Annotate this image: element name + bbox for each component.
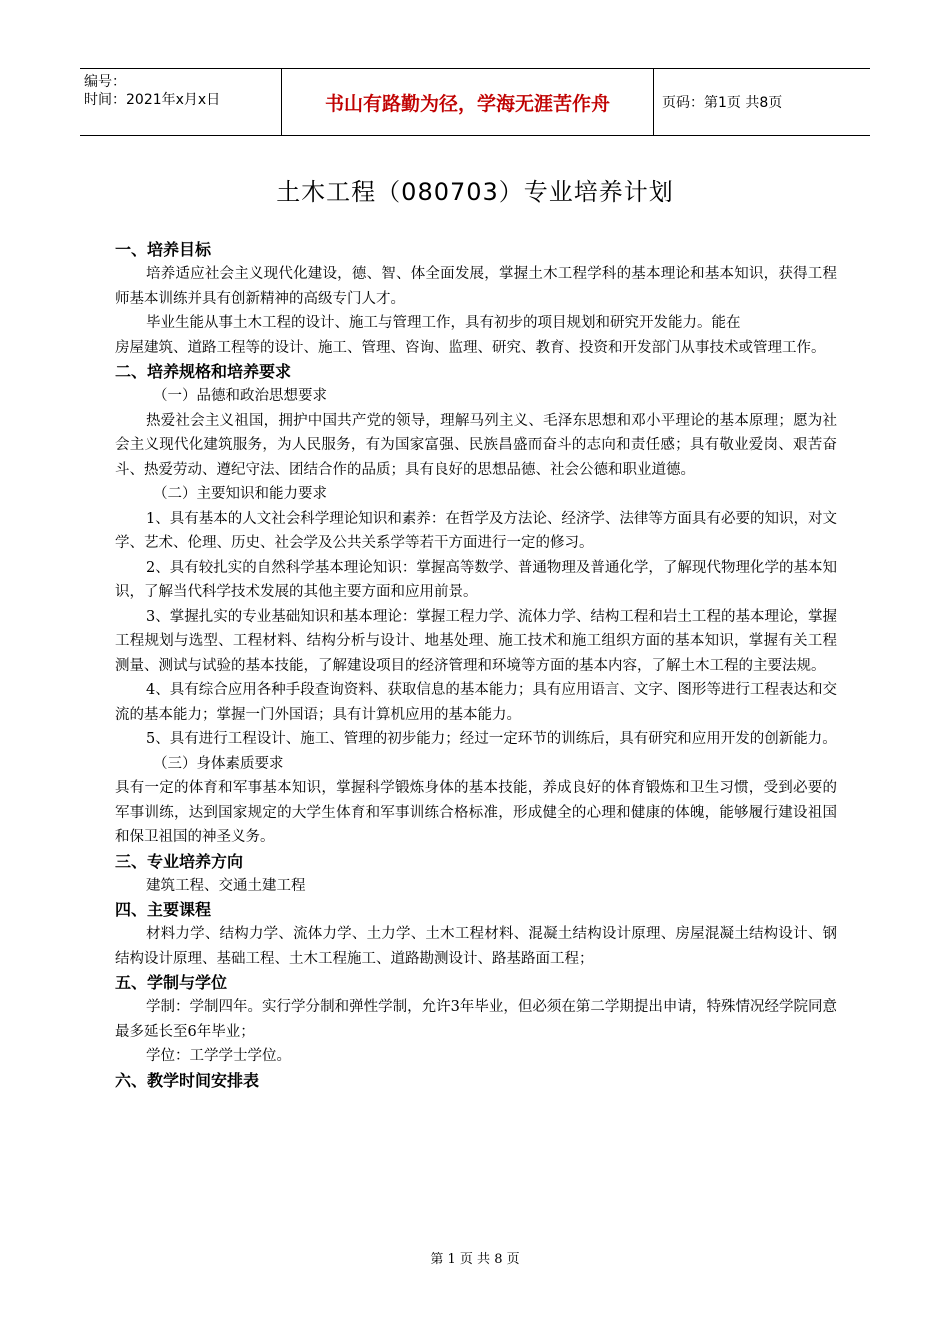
paragraph: 毕业生能从事土木工程的设计、施工与管理工作，具有初步的项目规划和研究开发能力。能在 [146,315,741,331]
paragraph: 4、具有综合应用各种手段查询资料、获取信息的基本能力；具有应用语言、文字、图形等进行工程表达和交流的基本能力；掌握一门外国语；具有计算机应用的基本能力。 [115,682,837,723]
header-meta [80,69,282,135]
section-heading: 六、教学时间安排表 [115,1070,260,1090]
paragraph: 3、掌握扎实的专业基础知识和基本理论：掌握工程力学、流体力学、结构工程和岩土工程的基本理论，掌握工程规划与选型、工程材料、结构分析与设计、地基处理、施工技术和施工组织方面的基本知识，掌握有关工程测量、测试与试验的基本技能，了解建设项目的经济管理和环境等方面的基本内容，了解土木工程的主要法规。 [115,608,837,674]
paragraph: 1、具有基本的人文社会科学理论知识和素养：在哲学及方法论、经济学、法律等方面具有必要的知识，对文学、艺术、伦理、历史、社会学及公共关系学等若干方面进行一定的修习。 [115,510,837,551]
paragraph: 培养适应社会主义现代化建设，德、智、体全面发展，掌握土木工程学科的基本理论和基本知识，获得工程师基本训练并具有创新精神的高级专门人才。 [115,266,837,307]
paragraph: 建筑工程、交通土建工程 [146,877,306,894]
document-title: 土木工程（080703）专业培养计划 [276,178,674,206]
paragraph: 热爱社会主义祖国，拥护中国共产党的领导，理解马列主义、毛泽东思想和邓小平理论的基本原理；愿为社会主义现代化建筑服务，为人民服务，有为国家富强、民族昌盛而奋斗的志向和责任感；具有敬业爱岗、艰苦奋斗、热爱劳动、遵纪守法、团结合作的品质；具有良好的思想品德、社会公德和职业道德。 [115,412,837,478]
subsection-heading: （一）品德和政治思想要求 [153,388,327,404]
section-heading: 五、学制与学位 [115,973,228,992]
paragraph: 房屋建筑、道路工程等的设计、施工、管理、咨询、监理、研究、教育、投资和开发部门从事技术或管理工作。 [115,339,826,356]
page-footer: 第 1 页 共 8 页 [430,1252,520,1267]
paragraph: 学位：工学学士学位。 [146,1048,291,1064]
paragraph: 学制：学制四年。实行学分制和弹性学制，允许3年毕业，但必须在第二学期提出申请，特殊情况经学院同意最多延长至6年毕业； [115,999,837,1040]
section-heading: 二、培养规格和培养要求 [115,362,292,381]
header-page-info: 页码：第1页 共8页 [662,95,783,111]
paragraph: 2、具有较扎实的自然科学基本理论知识：掌握高等数学、普通物理及普通化学，了解现代物理化学的基本知识，了解当代科学技术发展的其他主要方面和应用前景。 [115,559,837,600]
subsection-heading: （三）身体素质要求 [153,755,284,772]
document-body [115,238,837,1093]
paragraph: 5、具有进行工程设计、施工、管理的初步能力；经过一定环节的训练后，具有研究和应用开发的创新能力。 [146,731,837,747]
section-heading: 三、专业培养方向 [115,851,244,871]
paragraph: 材料力学、结构力学、流体力学、土力学、土木工程材料、混凝土结构设计原理、房屋混凝土结构设计、钢结构设计原理、基础工程、土木工程施工、道路勘测设计、路基路面工程； [115,926,837,967]
number-label: 编号： [84,74,126,90]
date-label: 时间：2021年x月x日 [84,92,221,108]
page-header [80,68,870,136]
section-heading: 一、培养目标 [115,240,212,259]
subsection-heading: （二）主要知识和能力要求 [153,486,327,502]
section-heading: 四、主要课程 [115,900,212,919]
paragraph: 具有一定的体育和军事基本知识，掌握科学锻炼身体的基本技能，养成良好的体育锻炼和卫生习惯，受到必要的军事训练，达到国家规定的大学生体育和军事训练合格标准，形成健全的心理和健康的体魄，能够履行建设祖国和保卫祖国的神圣义务。 [115,780,837,845]
header-motto: 书山有路勤为径，学海无涯苦作舟 [282,69,654,135]
